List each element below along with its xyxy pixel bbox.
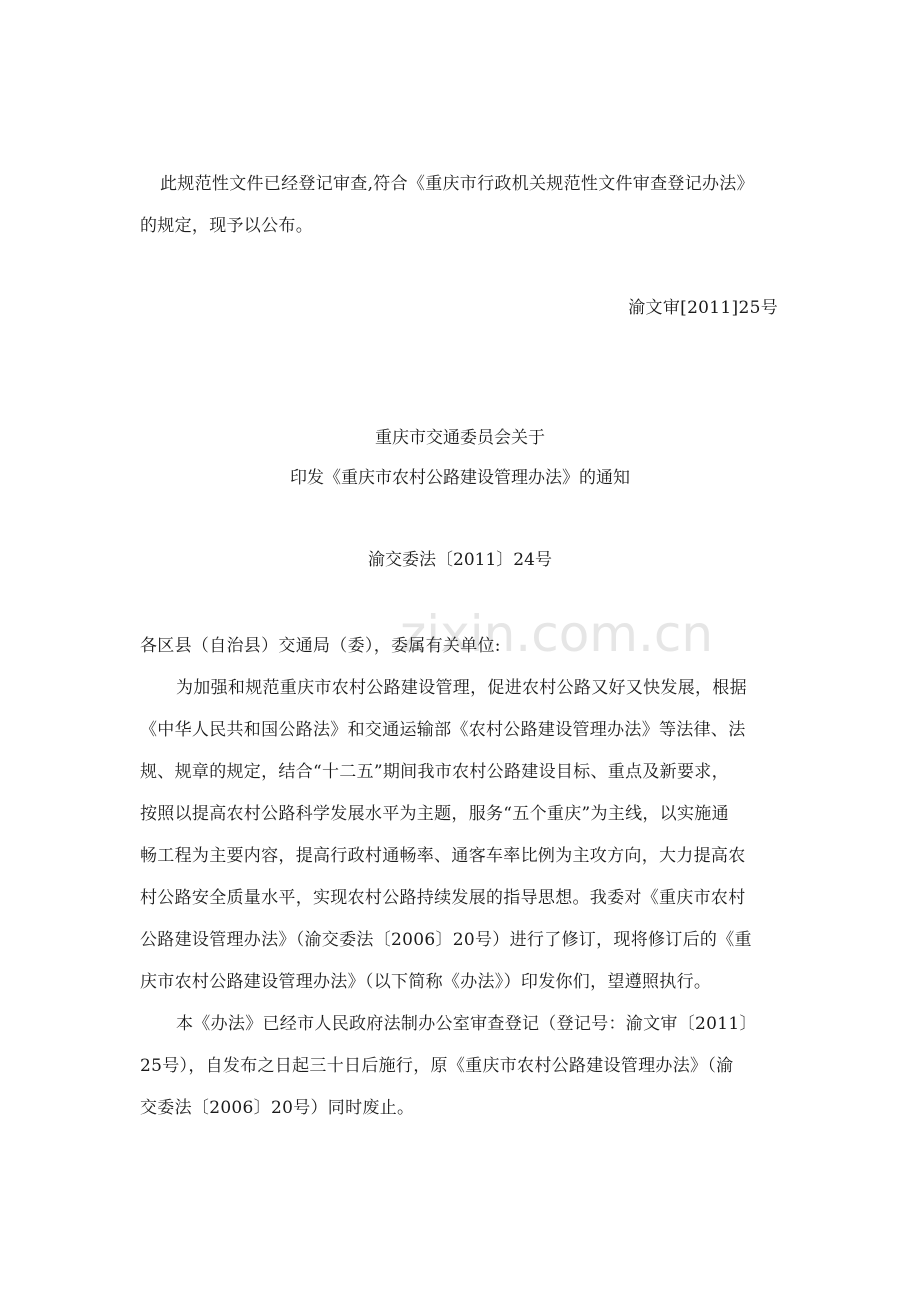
paragraph1-line: 庆市农村公路建设管理办法》（以下简称《办法》）印发你们，望遵照执行。 — [140, 972, 712, 992]
paragraph1-line: 规、规章的规定，结合“十二五”期间我市农村公路建设目标、重点及新要求， — [140, 762, 729, 782]
paragraph2-line: 本《办法》已经市人民政府法制办公室审查登记（登记号：渝文审〔2011〕 — [176, 1014, 757, 1034]
paragraph2-line: 交委法〔2006〕20号）同时废止。 — [140, 1098, 415, 1118]
registration-line-2: 的规定，现予以公布。 — [140, 216, 313, 236]
watermark: zixin.com.cn — [400, 605, 714, 663]
paragraph1-line: 畅工程为主要内容，提高行政村通畅率、通客车率比例为主攻方向，大力提高农 — [140, 846, 746, 866]
notice-title-line-1: 重庆市交通委员会关于 — [375, 428, 545, 448]
registration-line-1: 此规范性文件已经登记审查,符合《重庆市行政机关规范性文件审查登记办法》 — [160, 174, 754, 194]
paragraph2-line: 25号），自发布之日起三十日后施行，原《重庆市农村公路建设管理办法》（渝 — [140, 1056, 734, 1076]
paragraph1-line: 为加强和规范重庆市农村公路建设管理，促进农村公路又好又快发展，根据 — [176, 678, 747, 698]
registration-number: 渝文审[2011]25号 — [628, 298, 778, 318]
addressee: 各区县（自治县）交通局（委），委属有关单位: — [140, 636, 501, 656]
paragraph1-line: 公路建设管理办法》（渝交委法〔2006〕20号）进行了修订，现将修订后的《重 — [140, 930, 752, 950]
document-number: 渝交委法〔2011〕24号 — [368, 550, 552, 570]
paragraph1-line: 按照以提高农村公路科学发展水平为主题，服务“五个重庆”为主线，以实施通 — [140, 804, 729, 824]
paragraph1-line: 《中华人民共和国公路法》和交通运输部《农村公路建设管理办法》等法律、法 — [140, 720, 746, 740]
paragraph1-line: 村公路安全质量水平，实现农村公路持续发展的指导思想。我委对《重庆市农村 — [140, 888, 746, 908]
notice-title-line-2: 印发《重庆市农村公路建设管理办法》的通知 — [290, 468, 630, 488]
